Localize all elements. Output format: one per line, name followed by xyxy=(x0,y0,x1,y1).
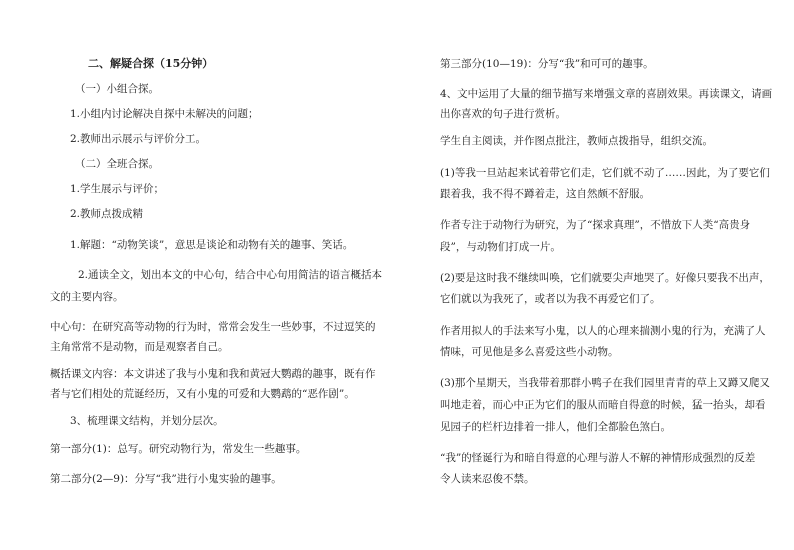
subheading-group-inquiry: （一）小组合探。 xyxy=(75,83,159,95)
example-3-line-3: 见园子的栏杆边排着一排人，他们全都脸色煞白。 xyxy=(440,421,671,433)
question-4-line-2: 出你喜欢的句子进行赏析。 xyxy=(440,108,566,120)
structure-part-3: 第三部分(10—19)：分写“我”和可可的趣事。 xyxy=(440,58,654,70)
list-item: 1.学生展示与评价； xyxy=(70,183,165,195)
summary-line-1: 概括课文内容：本文讲述了我与小鬼和我和黄冠大鹦鹉的趣事，既有作 xyxy=(50,368,376,380)
section-heading: 二、解疑合探（15分钟） xyxy=(88,57,214,70)
list-item: 2.教师出示展示与评价分工。 xyxy=(70,133,207,145)
subheading-class-inquiry: （二）全班合探。 xyxy=(75,158,159,170)
example-3-line-2: 叫地走着，而心中正为它们的服从而暗自得意的时候，猛一抬头，却看 xyxy=(440,399,766,411)
question-2-line-2: 文的主要内容。 xyxy=(50,291,124,303)
example-2-line-1: (2)要是这时我不继续叫唤，它们就要尖声地哭了。好像只要我不出声， xyxy=(440,272,770,284)
question-1: 1.解题：“动物笑谈”，意思是谈论和动物有关的趣事、笑话。 xyxy=(70,239,354,251)
structure-part-1: 第一部分(1)：总写。研究动物行为，常发生一些趣事。 xyxy=(50,443,307,455)
analysis-1-line-1: 作者专注于动物行为研究，为了“探求真理”，不惜放下人类“高贵身 xyxy=(440,219,751,231)
example-2-line-2: 它们就以为我死了，或者以为我不再爱它们了。 xyxy=(440,293,661,305)
question-4-line-1: 4、文中运用了大量的细节描写来增强文章的喜剧效果。再读课文，请画 xyxy=(440,88,773,100)
analysis-2-line-2: 情味，可见他是多么喜爱这些小动物。 xyxy=(440,346,619,358)
list-item: 1.小组内讨论解决自探中未解决的问题； xyxy=(70,108,259,120)
analysis-3-line-2: 令人读来忍俊不禁。 xyxy=(440,473,535,485)
analysis-3-line-1: “我”的怪诞行为和暗自得意的心理与游人不解的神情形成强烈的反差 xyxy=(440,452,756,464)
question-2-line-1: 2.通读全文，划出本文的中心句，结合中心句用简洁的语言概括本 xyxy=(78,269,383,281)
student-activity: 学生自主阅读，并作图点批注，教师点拨指导，组织交流。 xyxy=(440,135,713,147)
analysis-1-line-2: 段”，与动物们打成一片。 xyxy=(440,241,561,253)
central-sentence-line-1: 中心句：在研究高等动物的行为时，常常会发生一些妙事，不过逗笑的 xyxy=(50,321,376,333)
summary-line-2: 者与它们相处的荒诞经历，又有小鬼的可爱和大鹦鹉的“恶作剧”。 xyxy=(50,388,355,400)
question-3: 3、梳理课文结构，并划分层次。 xyxy=(70,415,224,427)
central-sentence-line-2: 主角常常不是动物，而是观察者自己。 xyxy=(50,341,229,353)
analysis-2-line-1: 作者用拟人的手法来写小鬼，以人的心理来揣测小鬼的行为，充满了人 xyxy=(440,325,766,337)
structure-part-2: 第二部分(2—9)：分写“我”进行小鬼实验的趣事。 xyxy=(50,473,282,485)
list-item: 2.教师点拨成精 xyxy=(70,208,144,220)
example-1-line-1: (1)等我一旦站起来试着带它们走，它们就不动了……因此，为了要它们 xyxy=(440,167,770,179)
example-3-line-1: (3)那个星期天，当我带着那群小鸭子在我们园里青青的草上又蹲又爬又 xyxy=(440,377,770,389)
example-1-line-2: 跟着我，我不得不蹲着走，这自然颇不舒服。 xyxy=(440,188,650,200)
